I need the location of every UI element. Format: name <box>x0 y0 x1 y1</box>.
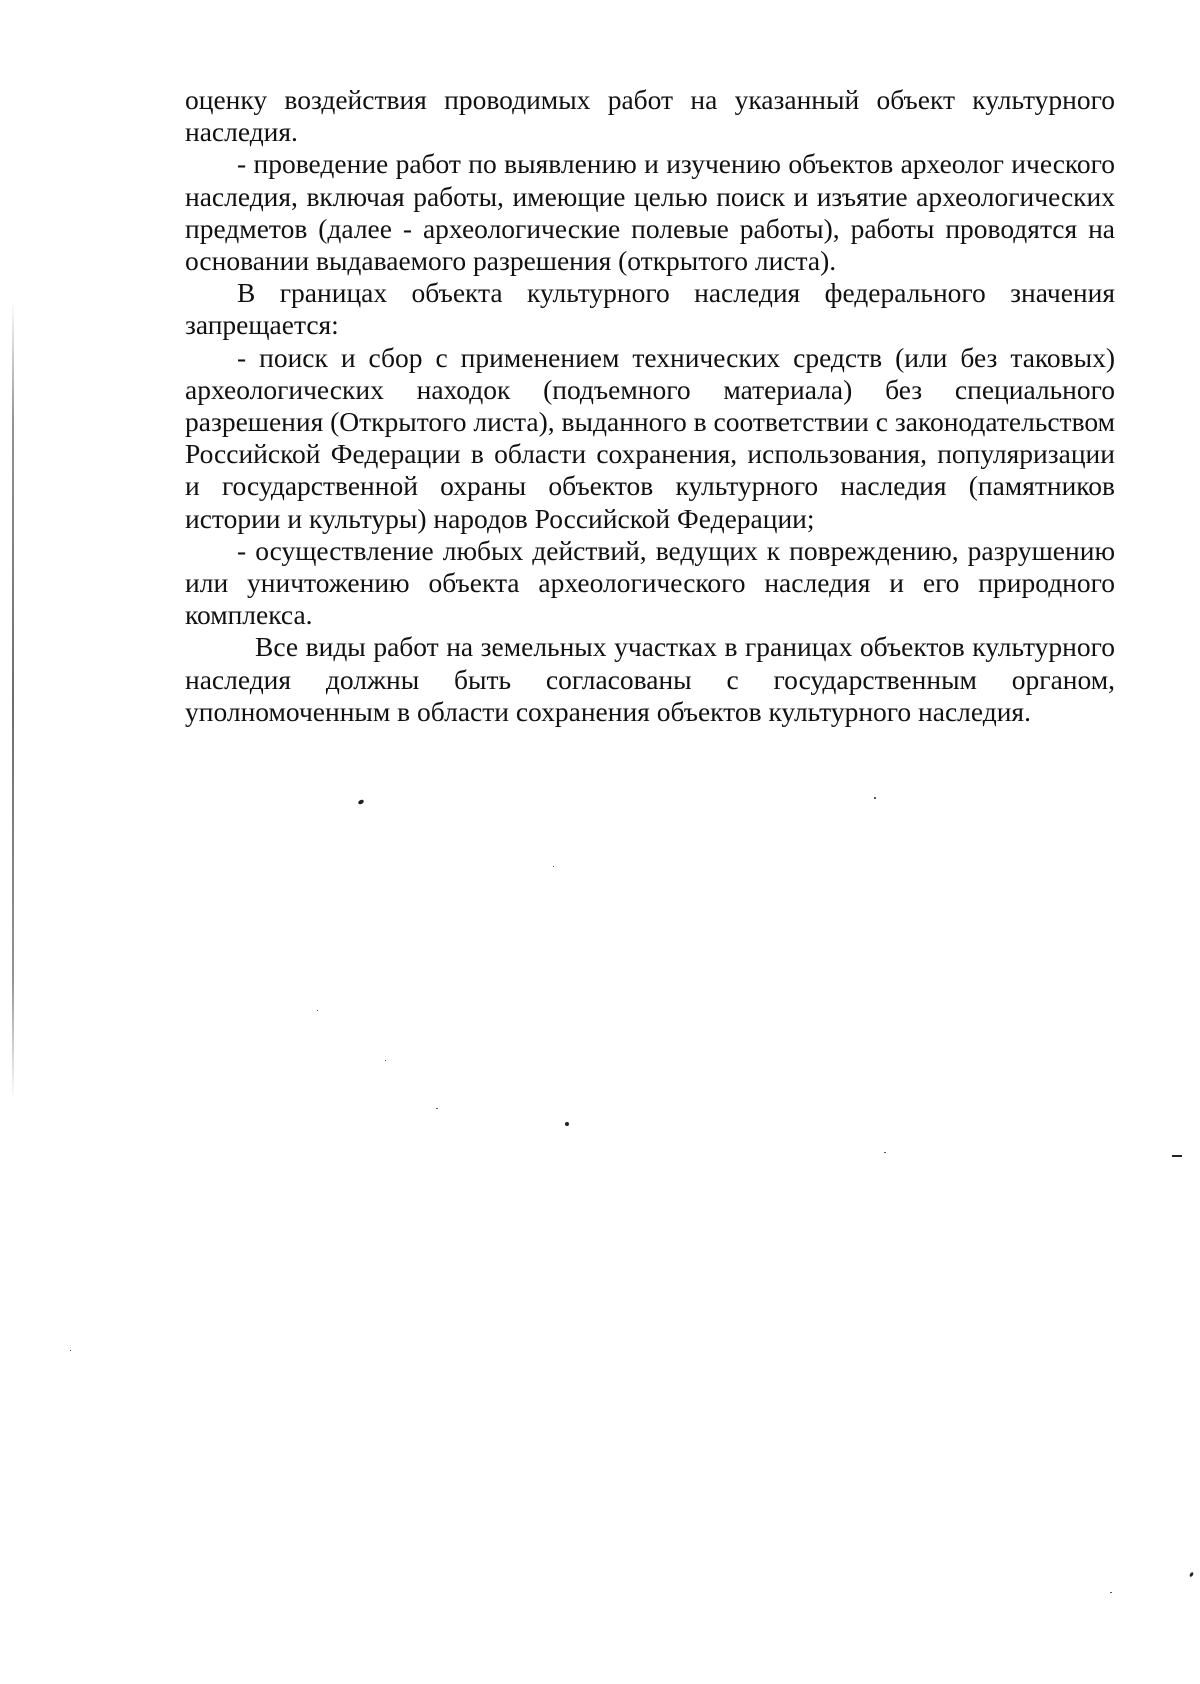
scan-speck <box>1110 1592 1112 1593</box>
scan-speck <box>385 1060 386 1061</box>
scan-speck <box>565 1122 569 1126</box>
paragraph-archaeological-field-works: - проведение работ по выявлению и изучению объектов археолог ического наследия, включая работы, имеющие целью поиск и изъятие археологических предметов (далее - археологические полевые работы), работы проводятся на основании выдаваемого разрешения (открытого листа). <box>185 148 1115 277</box>
scan-edge-artifact <box>12 300 14 1100</box>
paragraph-prohibition-damage: - осуществление любых действий, ведущих к повреждению, разрушению или уничтожению объекта археологического наследия и его природного комплекса. <box>185 534 1115 631</box>
paragraph-approval-requirement: Все виды работ на земельных участках в границах объектов культурного наследия должны быть согласованы с государственным органом, уполномоченным в области сохранения объектов культурного наследия. <box>185 631 1115 727</box>
scan-speck <box>553 866 554 867</box>
scan-speck <box>357 799 364 805</box>
paragraph-assessment-continuation: оценку воздействия проводимых работ на указанный объект культурного наследия. <box>185 84 1115 148</box>
scan-speck <box>70 1350 71 1351</box>
paragraph-prohibition-search: - поиск и сбор с применением технических средств (или без таковых) археологических находок (подъемного материала) без специального разрешения (Открытого листа), выданного в соответствии с законодательством Российской Федерации в области сохранения, использования, популяризации и государственной охраны объектов культурного наследия (памятников истории и культуры) народов Российской Федерации; <box>185 341 1115 534</box>
scan-speck <box>317 1010 318 1011</box>
paragraph-prohibitions-intro: В границах объекта культурного наследия федерального значения запрещается: <box>185 277 1115 341</box>
scan-speck <box>884 1152 886 1153</box>
scan-mark <box>1172 1155 1182 1157</box>
scan-speck <box>436 1108 438 1109</box>
document-body <box>185 84 1115 728</box>
scan-speck <box>874 797 876 799</box>
scan-speck <box>1189 1572 1194 1578</box>
